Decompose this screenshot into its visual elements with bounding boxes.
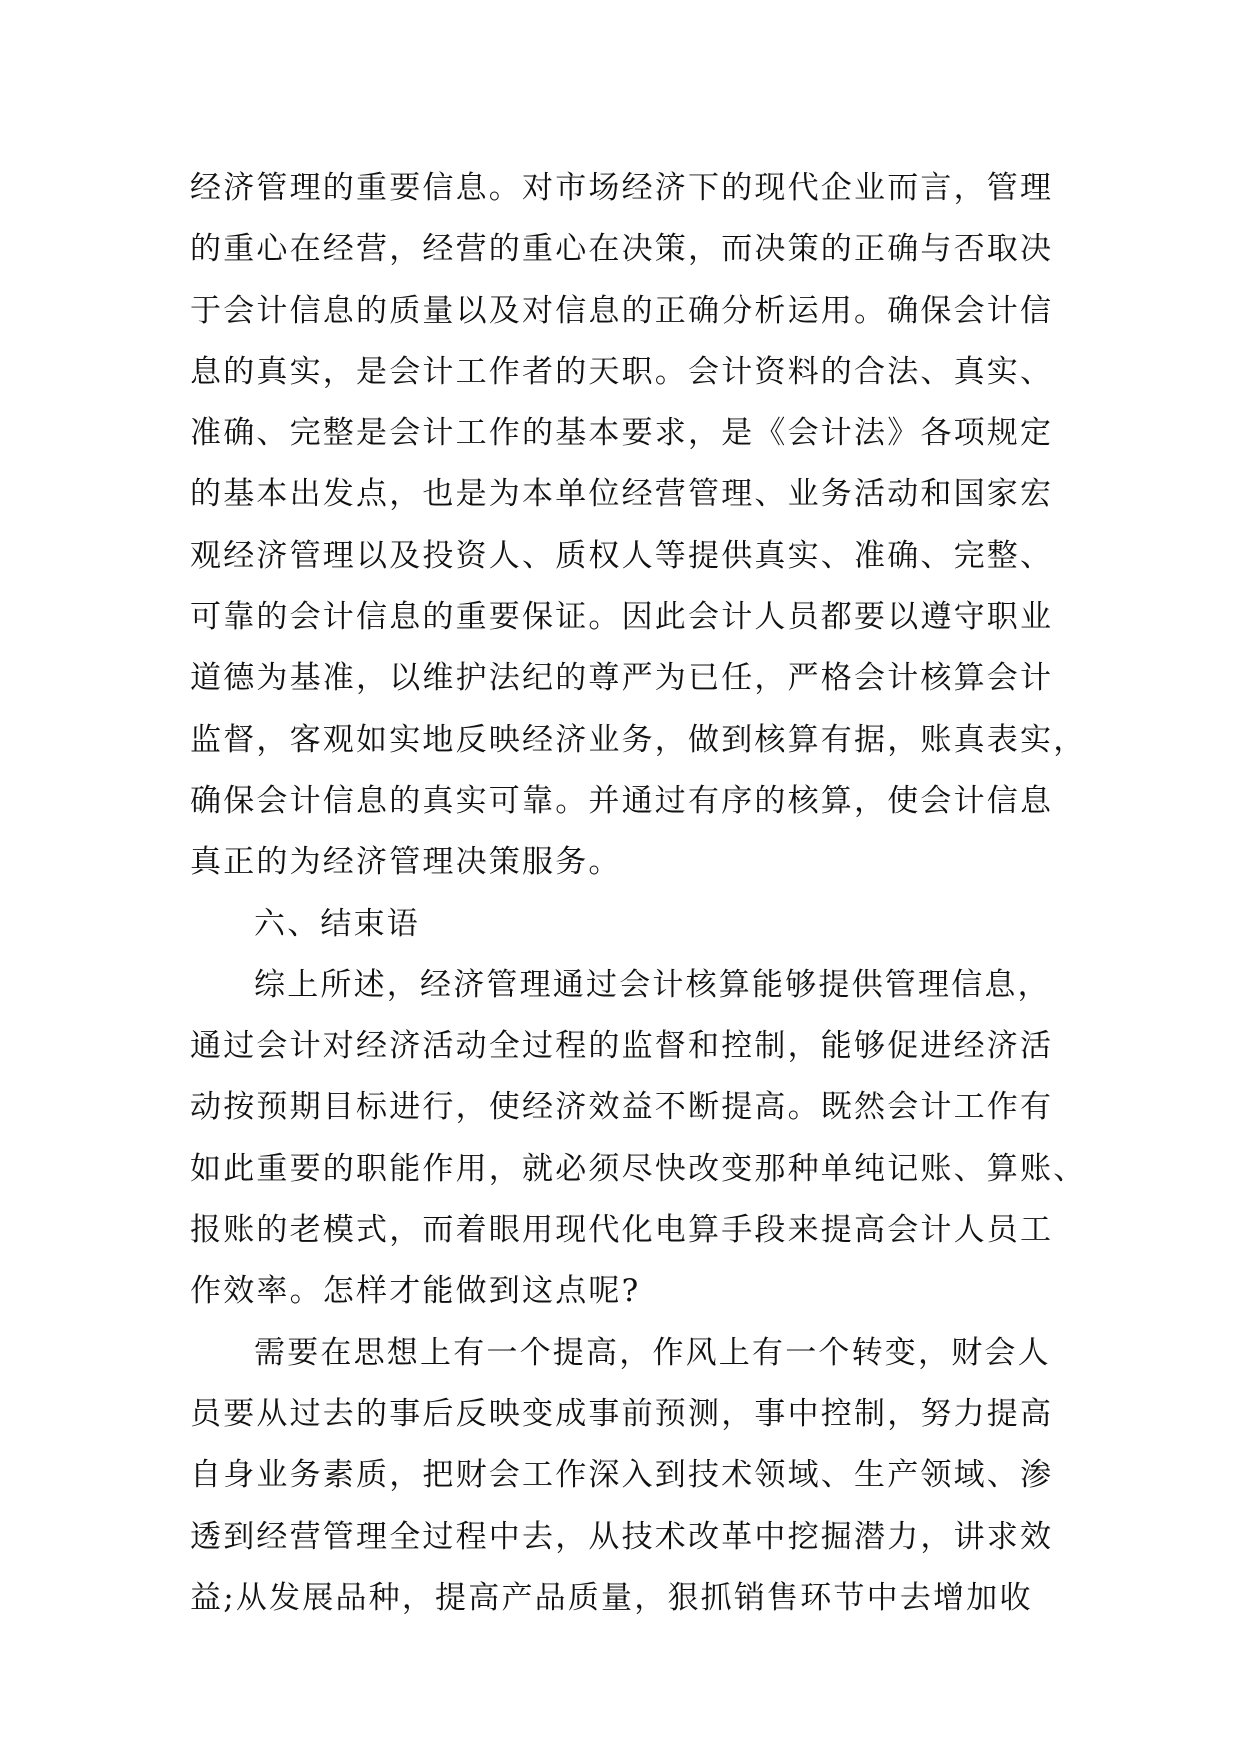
text-line: 的基本出发点，也是为本单位经营管理、业务活动和国家宏 bbox=[190, 476, 1054, 513]
text-line: 息的真实，是会计工作者的天职。会计资料的合法、真实、 bbox=[190, 353, 1054, 390]
text-line: 如此重要的职能作用，就必须尽快改变那种单纯记账、算账、 bbox=[190, 1150, 1087, 1187]
text-line: 动按预期目标进行，使经济效益不断提高。既然会计工作有 bbox=[190, 1089, 1054, 1126]
text-line: 道德为基准，以维护法纪的尊严为已任，严格会计核算会计 bbox=[190, 660, 1054, 697]
text-line: 员要从过去的事后反映变成事前预测，事中控制，努力提高 bbox=[190, 1395, 1054, 1432]
body-text bbox=[190, 158, 1087, 1629]
text-line: 综上所述，经济管理通过会计核算能够提供管理信息， bbox=[254, 966, 1051, 1003]
text-line: 监督，客观如实地反映经济业务，做到核算有据，账真表实， bbox=[190, 721, 1087, 758]
text-line: 透到经营管理全过程中去，从技术改革中挖掘潜力，讲求效 bbox=[190, 1518, 1054, 1555]
text-line: 于会计信息的质量以及对信息的正确分析运用。确保会计信 bbox=[190, 292, 1054, 329]
text-line: 观经济管理以及投资人、质权人等提供真实、准确、完整、 bbox=[190, 537, 1054, 574]
text-line: 的重心在经营，经营的重心在决策，而决策的正确与否取决 bbox=[190, 231, 1054, 268]
text-line: 作效率。怎样才能做到这点呢? bbox=[190, 1273, 641, 1310]
text-line: 自身业务素质，把财会工作深入到技术领域、生产领域、渗 bbox=[190, 1457, 1054, 1494]
text-line: 可靠的会计信息的重要保证。因此会计人员都要以遵守职业 bbox=[190, 599, 1054, 636]
section-heading: 六、结束语 bbox=[254, 905, 420, 942]
text-line: 报账的老模式，而着眼用现代化电算手段来提高会计人员工 bbox=[190, 1212, 1054, 1249]
text-line: 确保会计信息的真实可靠。并通过有序的核算，使会计信息 bbox=[190, 782, 1054, 819]
text-line: 通过会计对经济活动全过程的监督和控制，能够促进经济活 bbox=[190, 1028, 1054, 1065]
text-line: 需要在思想上有一个提高，作风上有一个转变，财会人 bbox=[254, 1334, 1051, 1371]
text-line: 准确、完整是会计工作的基本要求，是《会计法》各项规定 bbox=[190, 415, 1054, 452]
text-line: 经济管理的重要信息。对市场经济下的现代企业而言，管理 bbox=[190, 170, 1054, 206]
text-line: 益;从发展品种，提高产品质量，狠抓销售环节中去增加收 bbox=[190, 1579, 1033, 1616]
text-line: 真正的为经济管理决策服务。 bbox=[190, 844, 622, 881]
